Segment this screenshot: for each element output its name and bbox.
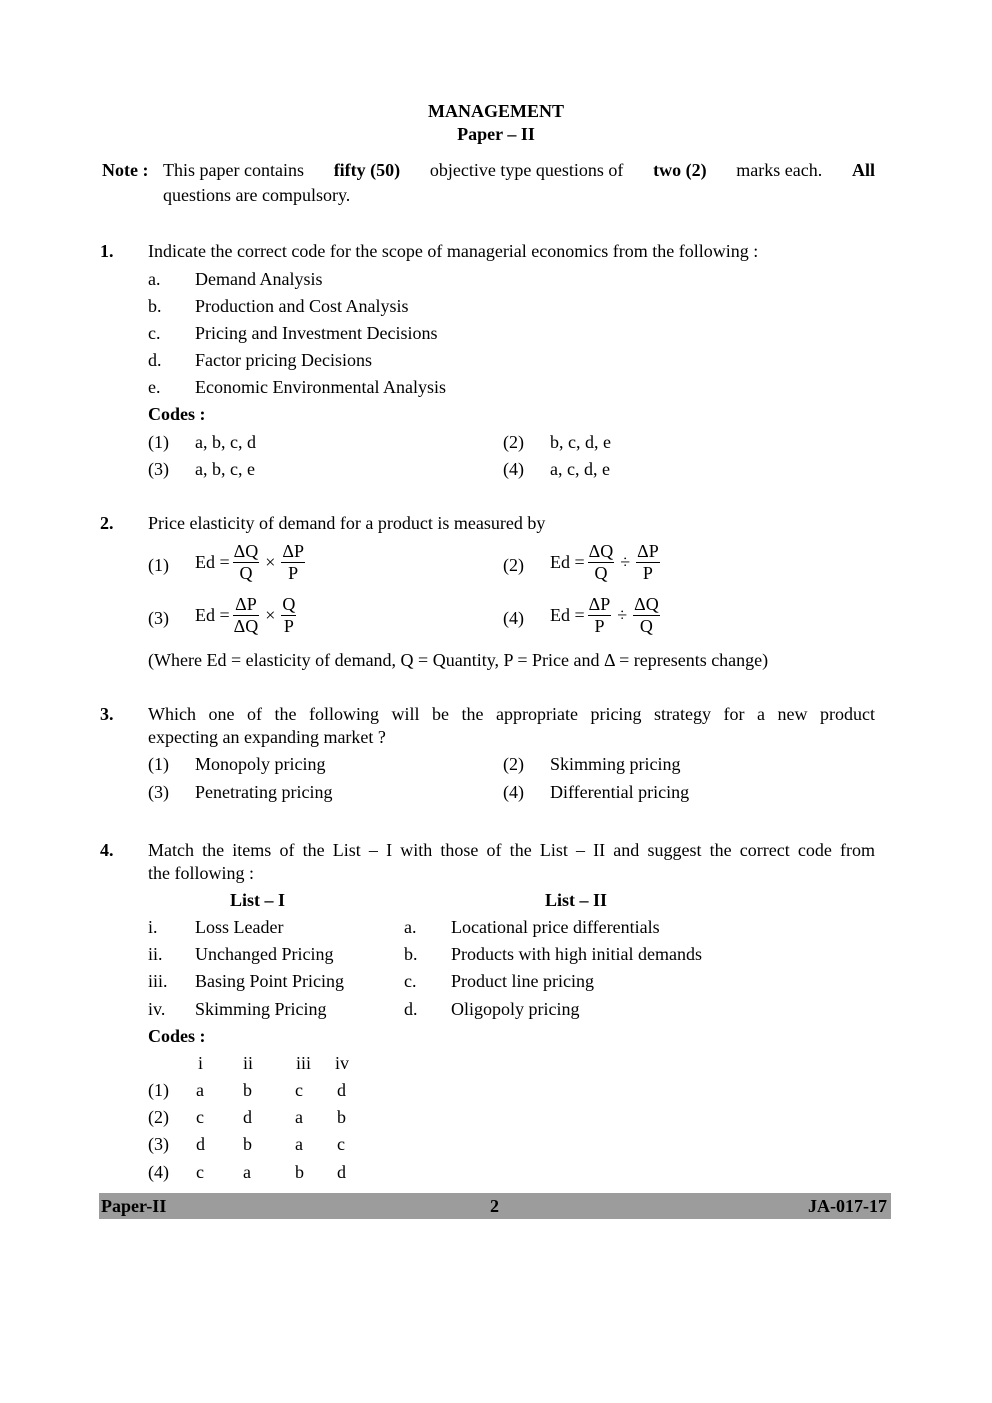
q2-option-number[interactable]: (4) bbox=[503, 608, 524, 628]
q1-item-label: e. bbox=[148, 377, 161, 397]
code-row-number[interactable]: (2) bbox=[148, 1107, 169, 1127]
code-cell: c bbox=[295, 1080, 303, 1100]
q1-option-text[interactable]: b, c, d, e bbox=[550, 432, 611, 452]
fraction-denominator: P bbox=[642, 563, 653, 583]
fraction-numerator: ΔP bbox=[233, 594, 260, 616]
q2-text: Price elasticity of demand for a product is measured by bbox=[148, 513, 546, 533]
q2-option-formula[interactable] bbox=[550, 541, 661, 584]
q1-item-label: d. bbox=[148, 350, 162, 370]
list-2-title: List – II bbox=[545, 890, 608, 910]
formula-lhs: Ed = bbox=[195, 605, 230, 625]
q3-text-line-1: Which one of the following will be the appropriate pricing strategy for a new product bbox=[148, 704, 875, 724]
q1-item-text: Production and Cost Analysis bbox=[195, 296, 409, 316]
code-row-number[interactable]: (3) bbox=[148, 1134, 169, 1154]
q3-option-text[interactable]: Skimming pricing bbox=[550, 754, 681, 774]
q3-option-text[interactable]: Differential pricing bbox=[550, 782, 690, 802]
fraction-denominator: Q bbox=[239, 563, 253, 583]
q3-option-text[interactable]: Penetrating pricing bbox=[195, 782, 333, 802]
code-cell: a bbox=[196, 1080, 204, 1100]
q1-item-text: Factor pricing Decisions bbox=[195, 350, 372, 370]
list-2-item: Product line pricing bbox=[451, 971, 594, 991]
fraction-numerator: ΔP bbox=[588, 594, 611, 614]
list-2-label: b. bbox=[404, 944, 418, 964]
footer-page-number: 2 bbox=[490, 1196, 499, 1216]
code-cell: b bbox=[337, 1107, 346, 1127]
list-2-item: Products with high initial demands bbox=[451, 944, 702, 964]
note-line-1 bbox=[163, 160, 875, 181]
note-bold-1: fifty (50) bbox=[333, 160, 401, 180]
q3-number: 3. bbox=[100, 704, 114, 724]
q2-option-formula[interactable] bbox=[195, 594, 297, 637]
q4-codes-label: Codes : bbox=[148, 1026, 206, 1046]
fraction-numerator: ΔQ bbox=[634, 594, 659, 614]
formula-operator: × bbox=[265, 605, 276, 625]
note-label: Note : bbox=[102, 160, 149, 180]
q4-text-line-2: the following : bbox=[148, 863, 254, 883]
q1-item-text: Demand Analysis bbox=[195, 269, 323, 289]
fraction bbox=[233, 594, 260, 637]
list-1-item: Basing Point Pricing bbox=[195, 971, 345, 991]
formula-operator: ÷ bbox=[617, 605, 628, 625]
q1-option-number[interactable]: (2) bbox=[503, 432, 524, 452]
formula-lhs: Ed = bbox=[195, 552, 230, 572]
list-1-label: iii. bbox=[148, 971, 168, 991]
list-1-label: i. bbox=[148, 917, 158, 937]
q4-number: 4. bbox=[100, 840, 114, 860]
formula-operator: × bbox=[265, 552, 276, 572]
q1-item-label: a. bbox=[148, 269, 161, 289]
code-header: iii bbox=[296, 1053, 312, 1073]
list-1-item: Unchanged Pricing bbox=[195, 944, 334, 964]
note-bold-2: two (2) bbox=[653, 160, 707, 180]
fraction bbox=[636, 541, 660, 584]
q3-option-number[interactable]: (2) bbox=[503, 754, 524, 774]
list-1-label: ii. bbox=[148, 944, 163, 964]
list-2-label: a. bbox=[404, 917, 417, 937]
q3-option-text[interactable]: Monopoly pricing bbox=[195, 754, 326, 774]
q2-option-number[interactable]: (1) bbox=[148, 555, 169, 575]
note-line-2: questions are compulsory. bbox=[163, 185, 351, 205]
fraction-denominator: P bbox=[594, 616, 605, 636]
code-cell: c bbox=[196, 1162, 204, 1182]
q1-option-number[interactable]: (3) bbox=[148, 459, 169, 479]
code-cell: a bbox=[295, 1107, 303, 1127]
code-row-number[interactable]: (4) bbox=[148, 1162, 169, 1182]
note-text-3: marks each. bbox=[736, 160, 823, 180]
fraction bbox=[633, 594, 660, 637]
q1-number: 1. bbox=[100, 241, 114, 261]
fraction-denominator: P bbox=[283, 616, 294, 636]
q1-text: Indicate the correct code for the scope of managerial economics from the following : bbox=[148, 241, 759, 261]
q2-option-number[interactable]: (2) bbox=[503, 555, 524, 575]
fraction-numerator: ΔP bbox=[282, 541, 304, 561]
footer-paper-label: Paper-II bbox=[101, 1196, 167, 1216]
q3-option-number[interactable]: (3) bbox=[148, 782, 169, 802]
list-2-label: c. bbox=[404, 971, 417, 991]
fraction-numerator: ΔQ bbox=[588, 541, 614, 561]
q2-option-formula[interactable] bbox=[550, 594, 661, 637]
q1-option-text[interactable]: a, b, c, e bbox=[195, 459, 255, 479]
q1-item-label: c. bbox=[148, 323, 161, 343]
list-1-title: List – I bbox=[230, 890, 286, 910]
list-2-label: d. bbox=[404, 999, 418, 1019]
code-cell: d bbox=[196, 1134, 205, 1154]
fraction bbox=[281, 541, 305, 584]
page-footer bbox=[99, 1193, 891, 1219]
code-cell: a bbox=[295, 1134, 303, 1154]
q1-item-text: Pricing and Investment Decisions bbox=[195, 323, 438, 343]
note-bold-3: All bbox=[851, 160, 875, 180]
fraction-numerator: ΔP bbox=[637, 541, 659, 561]
formula-lhs: Ed = bbox=[550, 605, 585, 625]
q2-option-formula[interactable] bbox=[195, 541, 306, 584]
code-row-number[interactable]: (1) bbox=[148, 1080, 169, 1100]
fraction-denominator: Q bbox=[639, 616, 653, 636]
code-cell: d bbox=[337, 1162, 346, 1182]
q2-option-number[interactable]: (3) bbox=[148, 608, 169, 628]
page-title: MANAGEMENT bbox=[428, 101, 564, 121]
code-cell: b bbox=[243, 1080, 252, 1100]
fraction bbox=[588, 594, 612, 637]
code-cell: b bbox=[295, 1162, 304, 1182]
code-header: ii bbox=[243, 1053, 254, 1073]
q1-option-number[interactable]: (1) bbox=[148, 432, 169, 452]
code-cell: c bbox=[337, 1134, 345, 1154]
q3-option-number[interactable]: (1) bbox=[148, 754, 169, 774]
list-2-item: Locational price differentials bbox=[451, 917, 660, 937]
code-cell: a bbox=[243, 1162, 251, 1182]
code-header: iv bbox=[335, 1053, 350, 1073]
q1-option-text[interactable]: a, c, d, e bbox=[550, 459, 610, 479]
fraction-denominator: Q bbox=[594, 563, 608, 583]
code-cell: b bbox=[243, 1134, 252, 1154]
note-text-1: This paper contains bbox=[163, 160, 304, 180]
note-text-2: objective type questions of bbox=[429, 160, 624, 180]
q4-text-line-1: Match the items of the List – I with those of the List – II and suggest the correct code from bbox=[148, 840, 875, 860]
code-cell: d bbox=[337, 1080, 346, 1100]
code-cell: d bbox=[243, 1107, 252, 1127]
formula-operator: ÷ bbox=[620, 552, 631, 572]
fraction bbox=[233, 541, 260, 584]
fraction-denominator: P bbox=[288, 563, 299, 583]
footer-exam-code: JA-017-17 bbox=[808, 1196, 887, 1216]
list-1-label: iv. bbox=[148, 999, 166, 1019]
fraction-denominator: ΔQ bbox=[233, 616, 259, 636]
q1-item-text: Economic Environmental Analysis bbox=[195, 377, 446, 397]
q3-text-line-2: expecting an expanding market ? bbox=[148, 727, 386, 747]
q2-where-note: (Where Ed = elasticity of demand, Q = Quantity, P = Price and Δ = represents change) bbox=[148, 650, 769, 670]
fraction-numerator: Q bbox=[282, 594, 296, 614]
code-header: i bbox=[198, 1053, 204, 1073]
q1-codes-label: Codes : bbox=[148, 404, 206, 424]
fraction-numerator: ΔQ bbox=[233, 541, 259, 561]
list-1-item: Loss Leader bbox=[195, 917, 284, 937]
code-cell: c bbox=[196, 1107, 204, 1127]
fraction bbox=[588, 541, 615, 584]
q2-number: 2. bbox=[100, 513, 114, 533]
q3-option-number[interactable]: (4) bbox=[503, 782, 524, 802]
paper-subtitle: Paper – II bbox=[457, 124, 535, 144]
formula-lhs: Ed = bbox=[550, 552, 585, 572]
fraction bbox=[281, 594, 296, 637]
q1-option-number[interactable]: (4) bbox=[503, 459, 524, 479]
list-1-item: Skimming Pricing bbox=[195, 999, 327, 1019]
q1-item-label: b. bbox=[148, 296, 162, 316]
list-2-item: Oligopoly pricing bbox=[451, 999, 580, 1019]
q1-option-text[interactable]: a, b, c, d bbox=[195, 432, 256, 452]
